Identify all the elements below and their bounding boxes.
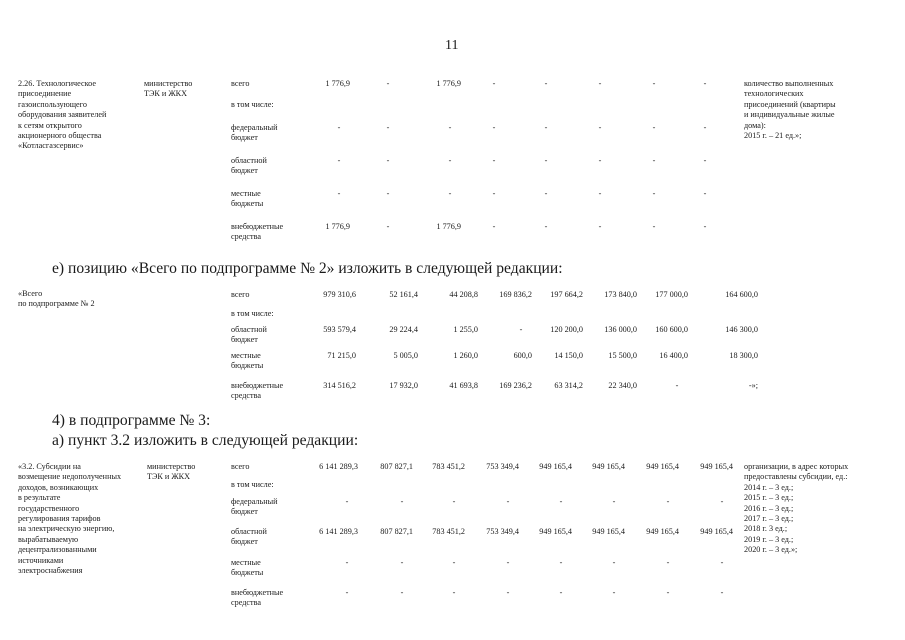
value-cell: - [345, 497, 349, 506]
value-cell: - [703, 189, 707, 198]
value-cell: 593 579,4 [323, 325, 356, 334]
value-cell: 6 141 289,3 [319, 462, 358, 471]
value-cell: - [452, 558, 456, 567]
value-cell: - [452, 588, 456, 597]
row-label: в том числе: [231, 309, 274, 318]
value-cell: - [652, 123, 656, 132]
value-cell: - [492, 222, 496, 231]
row-label: областной бюджет [231, 527, 267, 547]
row-label: в том числе: [231, 100, 274, 109]
value-cell: 29 224,4 [389, 325, 418, 334]
value-cell: - [720, 558, 724, 567]
row-label: федеральный бюджет [231, 497, 278, 517]
value-cell: - [598, 123, 602, 132]
value-cell: - [703, 222, 707, 231]
value-cell: - [544, 156, 548, 165]
value-cell: - [544, 123, 548, 132]
value-cell: - [544, 79, 548, 88]
value-cell: 600,0 [513, 351, 532, 360]
value-cell: 44 208,8 [449, 290, 478, 299]
value-cell: 52 161,4 [389, 290, 418, 299]
value-cell: - [703, 123, 707, 132]
row-label: в том числе: [231, 480, 274, 489]
value-cell: - [386, 79, 390, 88]
value-cell: 949 165,4 [592, 462, 625, 471]
row-label: местные бюджеты [231, 351, 264, 371]
value-cell: - [400, 558, 404, 567]
value-cell: 314 516,2 [323, 381, 356, 390]
value-cell: 169 836,2 [499, 290, 532, 299]
value-cell: 164 600,0 [725, 290, 758, 299]
value-cell: 949 165,4 [646, 527, 679, 536]
row-label: внебюджетные средства [231, 381, 284, 401]
row-label: внебюджетные средства [231, 588, 284, 608]
value-cell: - [703, 156, 707, 165]
item-3-2-executor: министерство ТЭК и ЖКХ [147, 462, 196, 482]
value-cell: 783 451,2 [432, 527, 465, 536]
value-cell: - [544, 222, 548, 231]
row-label: внебюджетные средства [231, 222, 284, 242]
value-cell: - [598, 79, 602, 88]
row-label: федеральный бюджет [231, 123, 278, 143]
value-cell: 14 150,0 [554, 351, 583, 360]
value-cell: 807 827,1 [380, 527, 413, 536]
value-cell: - [675, 381, 679, 390]
row-label: областной бюджет [231, 156, 267, 176]
value-cell: 1 260,0 [453, 351, 478, 360]
item-3-2-result: организации, в адрес которых предоставлены субсидии, ед.: 2014 г. – 3 ед.; 2015 г. – 3 ед.; 2016 г. – 3 ед.; 2017 г. – 3 ед.; 2018 г. 3 ед.; 2019 г. – 3 ед.; 2020 г. – 3 ед.»; [744, 462, 849, 555]
value-cell: - [400, 588, 404, 597]
row-label: всего [231, 462, 250, 471]
value-cell: 1 776,9 [325, 222, 350, 231]
value-cell: - [598, 222, 602, 231]
value-cell: - [506, 558, 510, 567]
value-cell: - [386, 123, 390, 132]
value-cell: - [386, 189, 390, 198]
value-cell: 197 664,2 [550, 290, 583, 299]
row-label: местные бюджеты [231, 558, 264, 578]
value-cell: - [519, 325, 523, 334]
row-label: всего [231, 79, 250, 88]
value-cell: - [666, 588, 670, 597]
value-cell: - [448, 189, 452, 198]
value-cell: 173 840,0 [604, 290, 637, 299]
value-cell: - [492, 123, 496, 132]
value-cell: 1 776,9 [436, 79, 461, 88]
value-cell: - [492, 156, 496, 165]
value-cell: - [492, 189, 496, 198]
value-cell: - [666, 558, 670, 567]
value-cell: 949 165,4 [700, 527, 733, 536]
value-cell: - [492, 79, 496, 88]
heading-item-3-2: а) пункт 3.2 изложить в следующей редакции: [52, 432, 359, 449]
value-cell: 63 314,2 [554, 381, 583, 390]
value-cell: 146 300,0 [725, 325, 758, 334]
value-cell: - [448, 156, 452, 165]
value-cell: - [345, 558, 349, 567]
item-2-26-result: количество выполненных технологических присоединений (квартиры и индивидуальные жилые дома): 2015 г. – 21 ед.»; [744, 79, 836, 141]
value-cell: - [386, 222, 390, 231]
value-cell: 160 600,0 [655, 325, 688, 334]
value-cell: - [703, 79, 707, 88]
value-cell: 753 349,4 [486, 527, 519, 536]
value-cell: - [720, 588, 724, 597]
value-cell: - [652, 79, 656, 88]
value-cell: 15 500,0 [608, 351, 637, 360]
value-cell: - [337, 123, 341, 132]
value-cell: 949 165,4 [592, 527, 625, 536]
value-cell: 783 451,2 [432, 462, 465, 471]
value-cell: - [598, 189, 602, 198]
value-cell: 949 165,4 [700, 462, 733, 471]
value-cell: - [337, 189, 341, 198]
value-cell: 169 236,2 [499, 381, 532, 390]
value-cell: - [400, 497, 404, 506]
value-cell: 120 200,0 [550, 325, 583, 334]
value-cell: 16 400,0 [659, 351, 688, 360]
value-cell: 6 141 289,3 [319, 527, 358, 536]
subprogram-2-total-title: «Всего по подпрограмме № 2 [18, 289, 95, 309]
value-cell: - [612, 497, 616, 506]
value-cell: 1 776,9 [325, 79, 350, 88]
item-2-26-executor: министерство ТЭК и ЖКХ [144, 79, 193, 99]
value-cell: - [544, 189, 548, 198]
value-cell: - [559, 497, 563, 506]
row-label: областной бюджет [231, 325, 267, 345]
value-cell: 18 300,0 [729, 351, 758, 360]
value-cell: 753 349,4 [486, 462, 519, 471]
value-cell: - [337, 156, 341, 165]
value-cell: - [612, 558, 616, 567]
value-cell: - [652, 189, 656, 198]
value-cell: 949 165,4 [539, 462, 572, 471]
value-cell: -»; [748, 381, 758, 390]
value-cell: 41 693,8 [449, 381, 478, 390]
value-cell: 22 340,0 [608, 381, 637, 390]
value-cell: 807 827,1 [380, 462, 413, 471]
value-cell: 17 932,0 [389, 381, 418, 390]
item-3-2-title: «3.2. Субсидии на возмещение недополученных доходов, возникающих в результате государственного регулирования тарифов на электрическую энергию, вырабатываемую децентрализованными источниками электроснабжения [18, 462, 122, 576]
row-label: местные бюджеты [231, 189, 264, 209]
value-cell: 177 000,0 [655, 290, 688, 299]
value-cell: - [386, 156, 390, 165]
value-cell: - [559, 558, 563, 567]
value-cell: - [652, 156, 656, 165]
page-number: 11 [445, 38, 459, 53]
heading-subprogram-3: 4) в подпрограмме № 3: [52, 412, 211, 429]
value-cell: 136 000,0 [604, 325, 637, 334]
value-cell: 71 215,0 [327, 351, 356, 360]
value-cell: - [506, 497, 510, 506]
heading-e: е) позицию «Всего по подпрограмме № 2» изложить в следующей редакции: [52, 260, 563, 277]
value-cell: - [666, 497, 670, 506]
value-cell: 5 005,0 [393, 351, 418, 360]
value-cell: 949 165,4 [539, 527, 572, 536]
item-2-26-title: 2.26. Технологическое присоединение газоиспользующего оборудования заявителей к сетям открытого акционерного общества «Котласгазсервис» [18, 79, 107, 151]
value-cell: 979 310,6 [323, 290, 356, 299]
value-cell: 1 776,9 [436, 222, 461, 231]
value-cell: - [448, 123, 452, 132]
value-cell: - [559, 588, 563, 597]
value-cell: - [506, 588, 510, 597]
value-cell: 949 165,4 [646, 462, 679, 471]
value-cell: - [612, 588, 616, 597]
value-cell: 1 255,0 [453, 325, 478, 334]
value-cell: - [598, 156, 602, 165]
value-cell: - [452, 497, 456, 506]
row-label: всего [231, 290, 250, 299]
value-cell: - [652, 222, 656, 231]
value-cell: - [345, 588, 349, 597]
value-cell: - [720, 497, 724, 506]
